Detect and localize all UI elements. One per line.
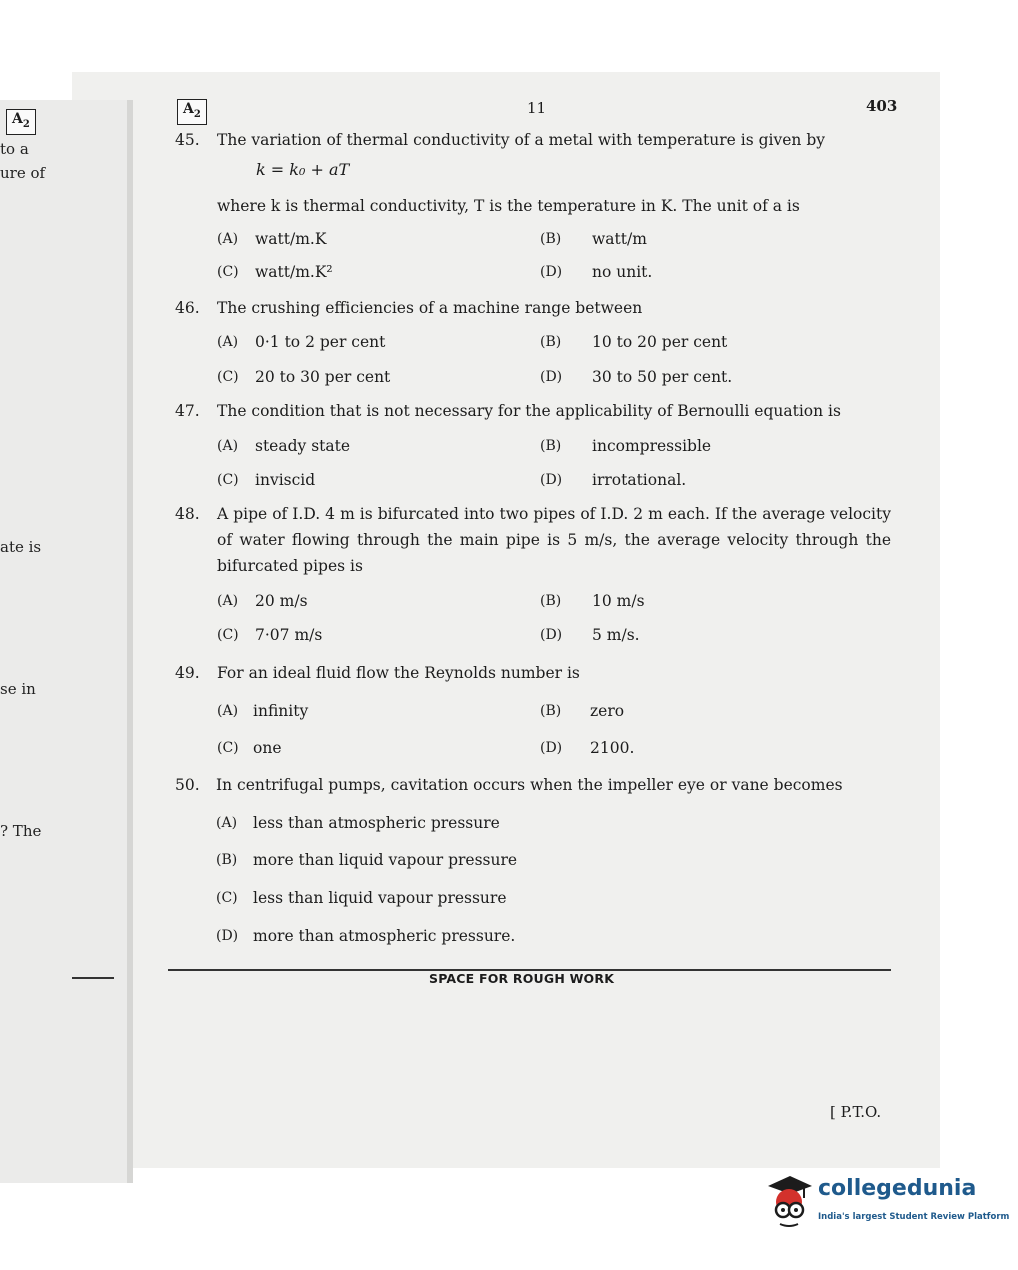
left-fragment: se in	[0, 680, 36, 698]
question-stem: The crushing efficiencies of a machine range between	[217, 299, 643, 317]
option-text: more than liquid vapour pressure	[253, 851, 518, 869]
left-fragment: ure of	[0, 164, 46, 182]
option-text: watt/m.K²	[255, 263, 333, 281]
brand-name: collegedunia	[818, 1176, 977, 1201]
option-label: (D)	[540, 627, 563, 643]
option-text: watt/m	[592, 230, 647, 248]
mascot-logo-icon	[760, 1172, 816, 1228]
question-number: 49.	[175, 664, 200, 682]
option-text: 5 m/s.	[592, 626, 640, 644]
option-label: (B)	[540, 231, 562, 247]
option-label: (A)	[217, 334, 239, 350]
scanned-page	[72, 72, 940, 1168]
question-stem-line: A pipe of I.D. 4 m is bifurcated into two pipes of I.D. 2 m each. If the average velocity	[217, 505, 891, 523]
option-text: zero	[590, 702, 625, 720]
question-number: 45.	[175, 131, 200, 149]
formula: k = k₀ + aT	[256, 160, 350, 179]
option-label: (C)	[217, 264, 239, 280]
option-label: (D)	[540, 369, 563, 385]
adjacent-page-edge	[0, 100, 133, 1183]
left-fragment: to a	[0, 140, 29, 158]
page-number: 11	[527, 99, 547, 117]
question-number: 48.	[175, 505, 200, 523]
option-text: infinity	[253, 702, 309, 720]
option-label: (B)	[540, 438, 562, 454]
question-number: 47.	[175, 402, 200, 420]
left-fragment: ? The	[0, 822, 42, 840]
option-text: inviscid	[255, 471, 316, 489]
paper-code: 403	[866, 97, 898, 115]
option-label: (B)	[540, 334, 562, 350]
option-text: 7·07 m/s	[255, 626, 323, 644]
question-stem-line: bifurcated pipes is	[217, 557, 363, 575]
option-label: (C)	[216, 890, 238, 906]
option-label: (A)	[217, 438, 239, 454]
option-label: (D)	[216, 928, 239, 944]
question-stem: In centrifugal pumps, cavitation occurs when the impeller eye or vane becomes	[216, 776, 843, 794]
option-label: (C)	[217, 472, 239, 488]
collegedunia-watermark	[760, 1172, 1010, 1232]
option-label: (A)	[217, 703, 239, 719]
option-text: watt/m.K	[255, 230, 327, 248]
option-label: (A)	[216, 815, 238, 831]
option-text: 20 to 30 per cent	[255, 368, 391, 386]
question-number: 50.	[175, 776, 200, 794]
question-stem: The condition that is not necessary for the applicability of Bernoulli equation is	[217, 402, 841, 420]
option-text: 0·1 to 2 per cent	[255, 333, 386, 351]
option-label: (C)	[217, 627, 239, 643]
question-number: 46.	[175, 299, 200, 317]
question-stem-continued: where k is thermal conductivity, T is the temperature in K. The unit of a is	[217, 197, 800, 215]
option-label: (B)	[540, 703, 562, 719]
option-text: incompressible	[592, 437, 712, 455]
option-label: (A)	[217, 593, 239, 609]
option-text: steady state	[255, 437, 351, 455]
option-label: (B)	[216, 852, 238, 868]
option-text: 20 m/s	[255, 592, 308, 610]
option-label: (D)	[540, 264, 563, 280]
brand-tagline: India's largest Student Review Platform	[818, 1212, 1010, 1222]
option-label: (C)	[217, 740, 239, 756]
left-set-label: $A_2$	[6, 109, 36, 135]
option-label: (B)	[540, 593, 562, 609]
option-label: (D)	[540, 740, 563, 756]
question-stem: The variation of thermal conductivity of a metal with temperature is given by	[217, 131, 826, 149]
option-label: (D)	[540, 472, 563, 488]
rough-work-label: SPACE FOR ROUGH WORK	[429, 971, 615, 986]
left-page-rule	[72, 977, 114, 979]
option-text: irrotational.	[592, 471, 687, 489]
option-text: 10 m/s	[592, 592, 645, 610]
option-text: one	[253, 739, 282, 757]
question-stem: For an ideal fluid flow the Reynolds number is	[217, 664, 580, 682]
option-label: (A)	[217, 231, 239, 247]
option-text: less than liquid vapour pressure	[253, 889, 507, 907]
option-text: less than atmospheric pressure	[253, 814, 500, 832]
option-text: more than atmospheric pressure.	[253, 927, 516, 945]
option-text: no unit.	[592, 263, 653, 281]
pto-marker: [ P.T.O.	[830, 1103, 882, 1121]
option-text: 30 to 50 per cent.	[592, 368, 733, 386]
question-stem-line: of water flowing through the main pipe is 5 m/s, the average velocity through the	[217, 531, 891, 549]
option-label: (C)	[217, 369, 239, 385]
option-text: 2100.	[590, 739, 635, 757]
left-fragment: ate is	[0, 538, 42, 556]
option-text: 10 to 20 per cent	[592, 333, 728, 351]
set-label: $A_2$	[177, 99, 207, 125]
